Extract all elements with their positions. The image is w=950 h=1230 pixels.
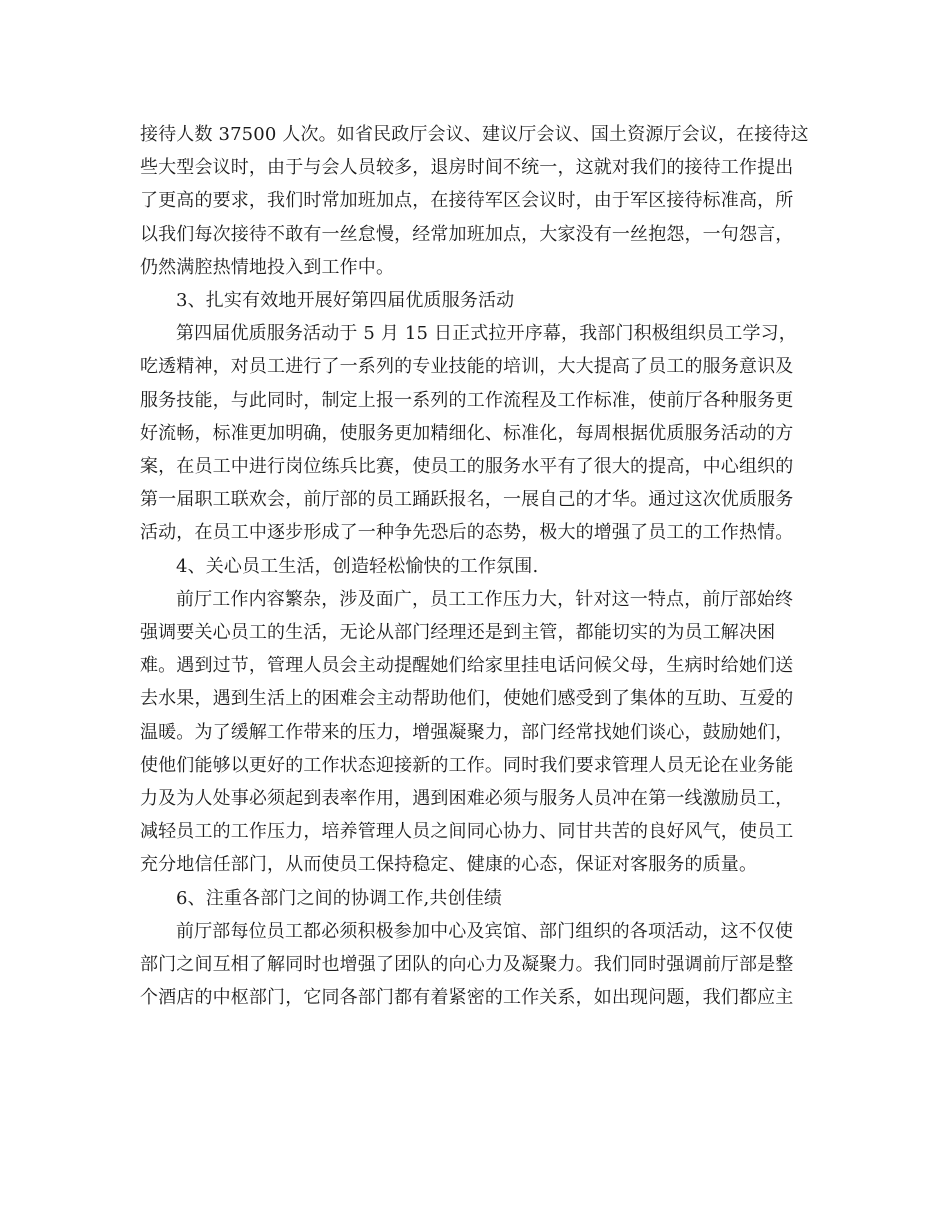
paragraph: [140, 550, 820, 583]
text-line: 接待人数 37500 人次。如省民政厅会议、建议厅会议、国土资源厅会议，在接待这: [140, 124, 809, 145]
text-line: 好流畅，标准更加明确，使服务更加精细化、标准化，每周根据优质服务活动的方: [140, 422, 794, 444]
text-line: 案，在员工中进行岗位练兵比赛，使员工的服务水平有了很大的提高，中心组织的: [140, 456, 794, 478]
text-line: 温暖。为了缓解工作带来的压力，增强凝聚力，部门经常找她们谈心，鼓励她们，: [140, 721, 794, 743]
text-line: 前厅工作内容繁杂，涉及面广，员工工作压力大，针对这一特点，前厅部始终: [176, 588, 794, 610]
paragraph: [140, 317, 820, 549]
text-line: 力及为人处事必须起到表率作用，遇到困难必须与服务人员冲在第一线激励员工，: [140, 788, 794, 810]
paragraph: [140, 915, 820, 1015]
paragraph: [140, 882, 820, 915]
paragraph: [140, 583, 820, 882]
text-line: 6、注重各部门之间的协调工作,共创佳绩: [176, 887, 503, 909]
text-line: 服务技能，与此同时，制定上报一系列的工作流程及工作标准，使前厅各种服务更: [140, 389, 794, 411]
document-page: [140, 118, 820, 1014]
text-line: 去水果，遇到生活上的困难会主动帮助他们，使她们感受到了集体的互助、互爱的: [140, 688, 794, 710]
text-line: 强调要关心员工的生活，无论从部门经理还是到主管，都能切实的为员工解决困: [140, 622, 776, 644]
text-line: 了更高的要求，我们时常加班加点，在接待军区会议时，由于军区接待标准高，所: [140, 190, 794, 212]
text-line: 难。遇到过节，管理人员会主动提醒她们给家里挂电话问候父母，生病时给她们送: [140, 655, 794, 677]
paragraph: [140, 284, 820, 317]
text-line: 吃透精神，对员工进行了一系列的专业技能的培训，大大提高了员工的服务意识及: [140, 356, 794, 378]
text-line: 些大型会议时，由于与会人员较多，退房时间不统一，这就对我们的接待工作提出: [140, 157, 794, 179]
text-line: 前厅部每位员工都必须积极参加中心及宾馆、部门组织的各项活动，这不仅使: [176, 920, 794, 942]
text-line: 第一届职工联欢会，前厅部的员工踊跃报名，一展自己的才华。通过这次优质服务: [140, 489, 794, 511]
text-line: 4、关心员工生活，创造轻松愉快的工作氛围.: [176, 555, 539, 577]
text-line: 仍然满腔热情地投入到工作中。: [140, 256, 395, 278]
paragraph: [140, 118, 820, 284]
text-line: 充分地信任部门，从而使员工保持稳定、健康的心态，保证对客服务的质量。: [140, 854, 758, 876]
text-line: 第四届优质服务活动于 5 月 15 日正式拉开序幕，我部门积极组织员工学习，: [176, 323, 797, 345]
text-line: 以我们每次接待不敢有一丝怠慢，经常加班加点，大家没有一丝抱怨，一句怨言，: [140, 223, 794, 245]
text-line: 部门之间互相了解同时也增强了团队的向心力及凝聚力。我们同时强调前厅部是整: [140, 954, 794, 976]
text-line: 活动，在员工中逐步形成了一种争先恐后的态势，极大的增强了员工的工作热情。: [140, 522, 794, 544]
text-line: 减轻员工的工作压力，培养管理人员之间同心协力、同甘共苦的良好风气，使员工: [140, 821, 794, 843]
text-line: 个酒店的中枢部门，它同各部门都有着紧密的工作关系，如出现问题，我们都应主: [140, 987, 794, 1009]
text-line: 3、扎实有效地开展好第四届优质服务活动: [176, 290, 515, 312]
text-line: 使他们能够以更好的工作状态迎接新的工作。同时我们要求管理人员无论在业务能: [140, 754, 794, 776]
